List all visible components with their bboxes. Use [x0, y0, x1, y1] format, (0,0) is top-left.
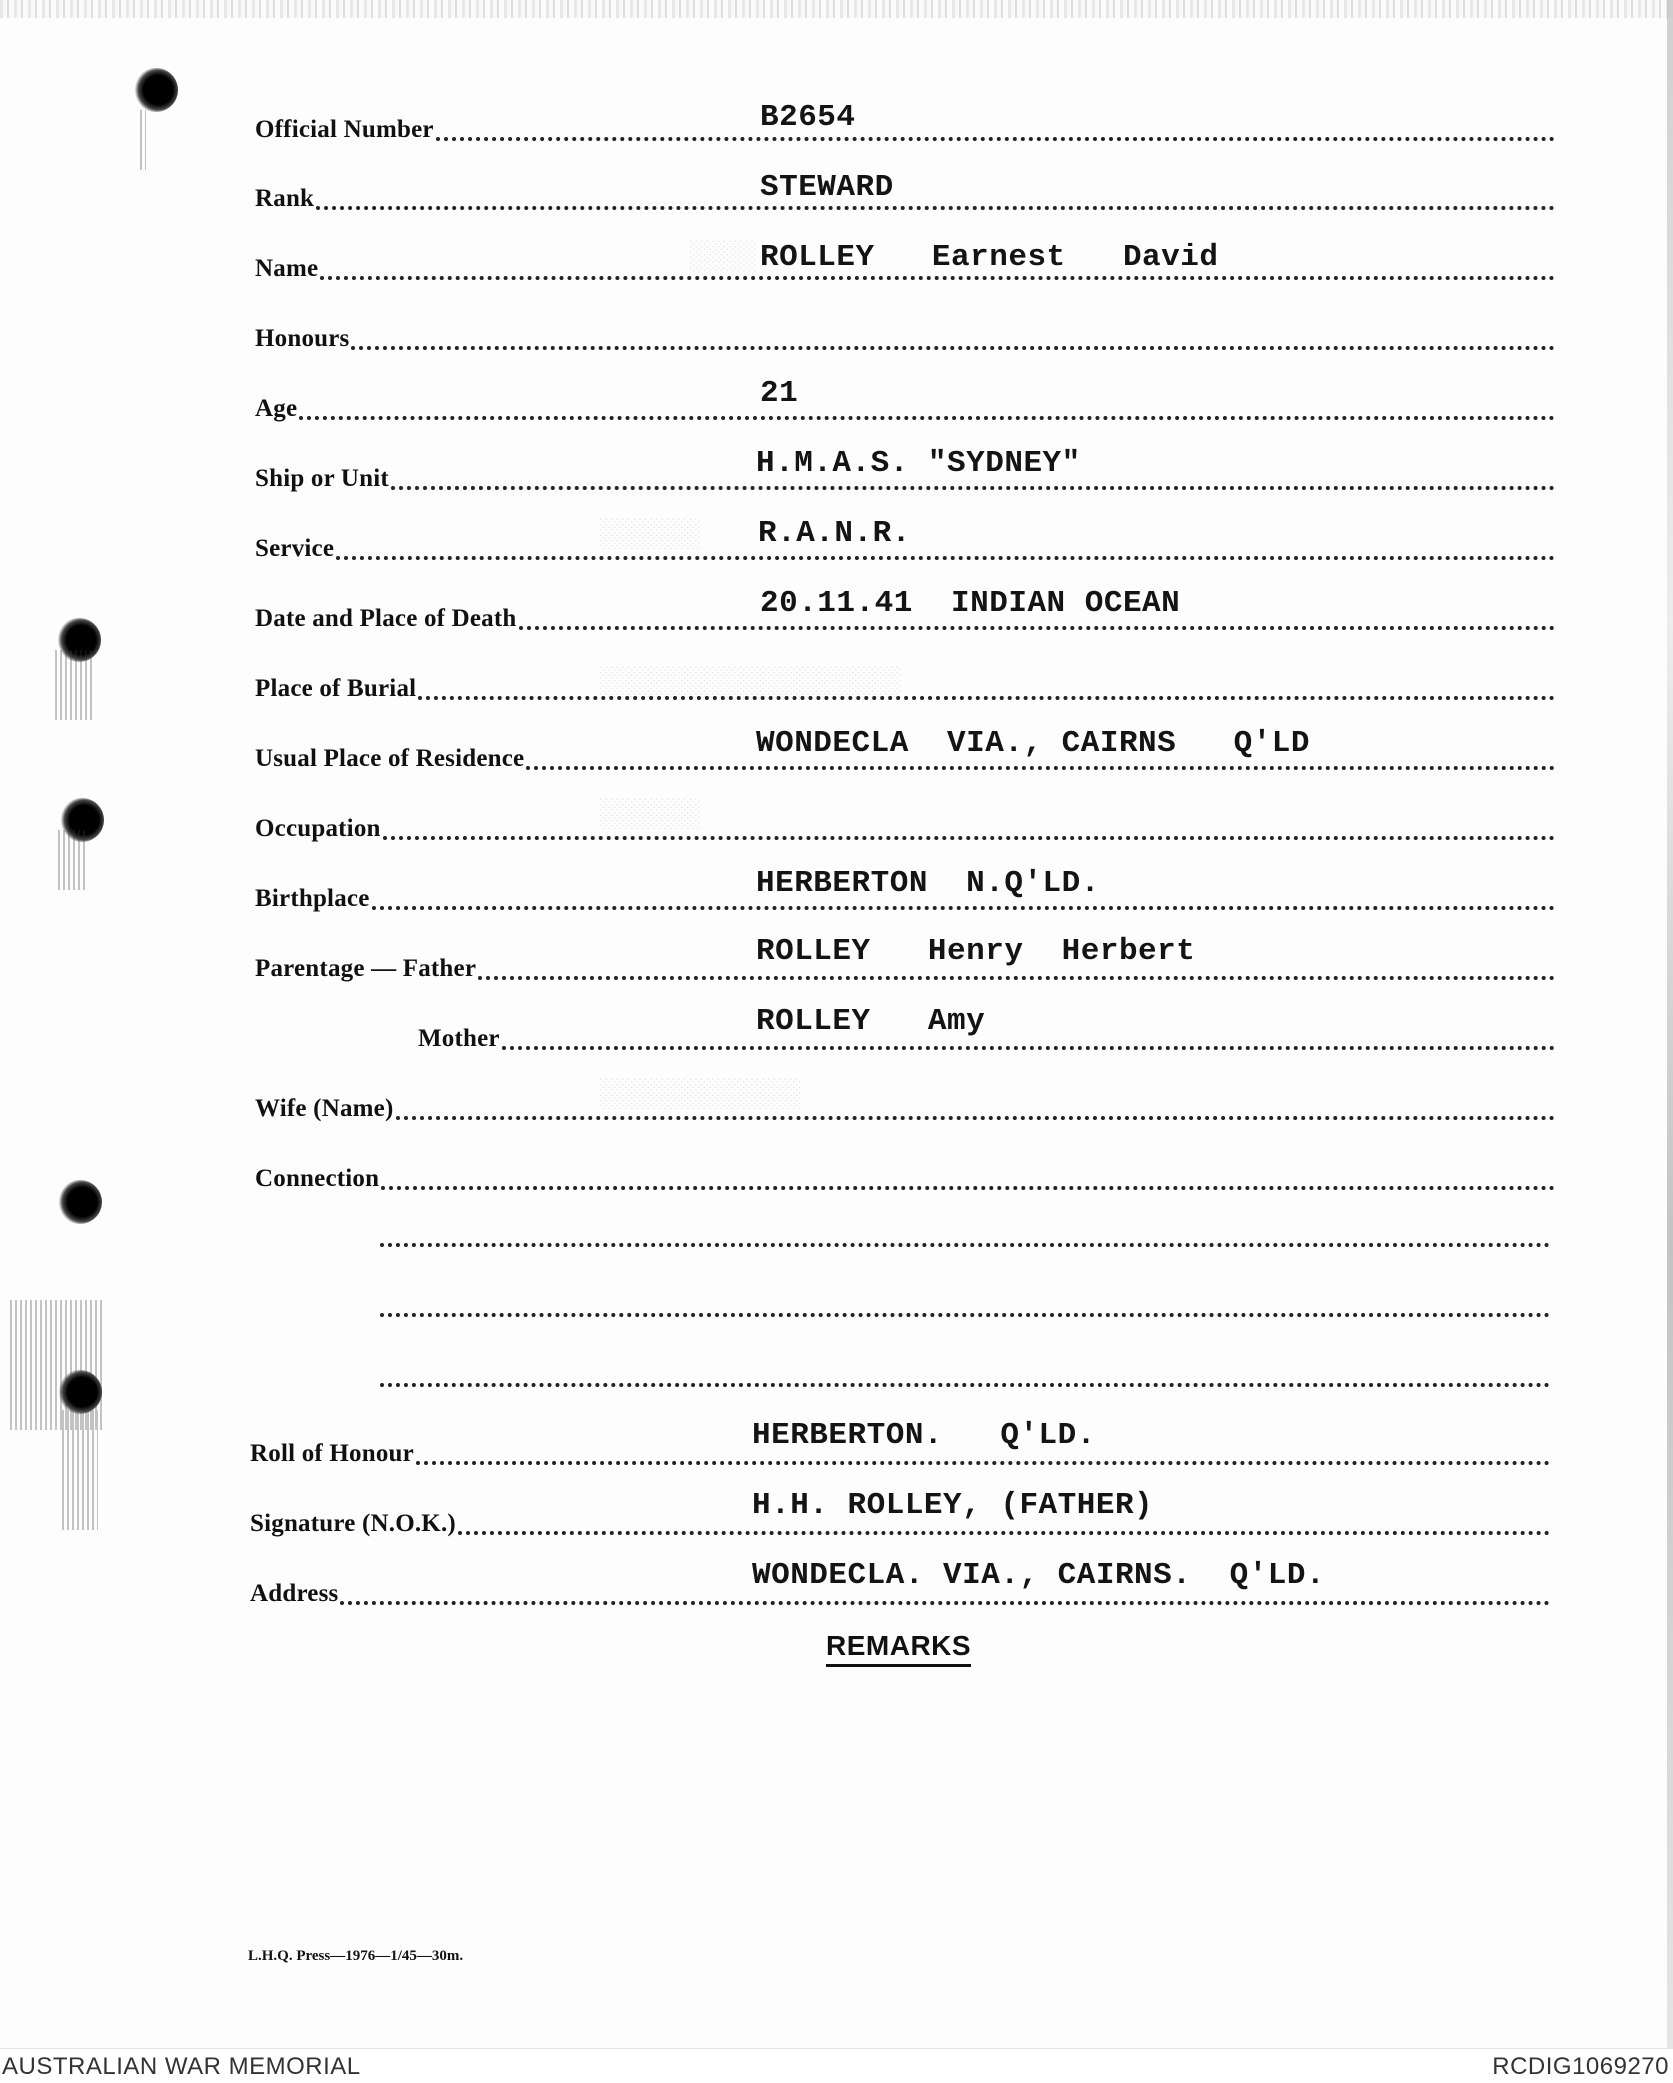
field-official-number: [255, 106, 1555, 146]
bleed-through-mark: ░░░░░░░░░░░░: [600, 1080, 802, 1111]
dotted-leader: [381, 1186, 1555, 1190]
field-value-roll-of-honour: HERBERTON. Q'LD.: [752, 1418, 1096, 1453]
field-label: Rank: [255, 185, 315, 212]
connection-blank-line: [380, 1313, 1550, 1317]
punch-shadow-2: [55, 650, 95, 720]
archive-reference: RCDIG1069270: [1492, 2053, 1669, 2080]
dotted-leader: [299, 416, 1555, 420]
field-value-signature-nok: H.H. ROLLEY, (FATHER): [752, 1488, 1154, 1523]
field-label: Wife (Name): [255, 1095, 394, 1122]
field-label: Mother: [418, 1025, 500, 1052]
dotted-leader: [316, 206, 1555, 210]
bleed-through-mark: ░░░░░░: [600, 520, 701, 551]
field-label: Date and Place of Death: [255, 605, 517, 632]
field-value-date-place-of-death: 20.11.41 INDIAN OCEAN: [760, 586, 1181, 621]
dotted-leader: [396, 1116, 1556, 1120]
printer-imprint: L.H.Q. Press—1976—1/45—30m.: [248, 1948, 464, 1964]
punch-shadow-3: [58, 830, 88, 890]
remarks-heading: REMARKS: [826, 1630, 971, 1667]
field-label: Signature (N.O.K.): [250, 1510, 456, 1537]
dotted-leader: [351, 346, 1555, 350]
field-label: Age: [255, 395, 298, 422]
field-label: Official Number: [255, 116, 434, 143]
field-label: Usual Place of Residence: [255, 745, 525, 772]
bleed-through-mark: ░░░░░░░░░░░░░░░░░░: [600, 668, 903, 699]
dotted-leader: [372, 906, 1556, 910]
field-label: Service: [255, 535, 335, 562]
connection-blank-line: [380, 1243, 1550, 1247]
dotted-leader: [416, 1461, 1550, 1465]
field-value-age: 21: [760, 376, 799, 411]
field-value-official-number: B2654: [760, 100, 856, 135]
field-wife-name: [255, 1085, 1555, 1125]
field-connection: [255, 1155, 1555, 1195]
connection-blank-line: [380, 1383, 1550, 1387]
bleed-through-mark: ░░░░: [690, 242, 758, 273]
dotted-leader: [502, 1046, 1555, 1050]
field-parentage-mother: [418, 1015, 1555, 1055]
dotted-leader: [383, 836, 1555, 840]
dotted-leader: [391, 486, 1555, 490]
field-age: [255, 385, 1555, 425]
punch-hole-1: [134, 68, 178, 112]
field-label: Name: [255, 255, 319, 282]
archive-footer: [0, 2048, 1673, 2083]
dotted-leader: [519, 626, 1556, 630]
field-label: Honours: [255, 325, 350, 352]
field-value-name: ROLLEY Earnest David: [760, 240, 1219, 275]
punch-hole-4: [58, 1180, 102, 1224]
field-label: Connection: [255, 1165, 380, 1192]
field-value-usual-place-of-residence: WONDECLA VIA., CAIRNS Q'LD: [756, 726, 1310, 761]
field-label: Address: [250, 1580, 339, 1607]
dotted-leader: [458, 1531, 1550, 1535]
field-label: Ship or Unit: [255, 465, 389, 492]
field-label: Birthplace: [255, 885, 370, 912]
dotted-leader: [320, 276, 1555, 280]
field-honours: [255, 315, 1555, 355]
field-value-address: WONDECLA. VIA., CAIRNS. Q'LD.: [752, 1558, 1326, 1593]
bleed-through-mark: ░░░░░░: [600, 800, 701, 831]
field-value-rank: STEWARD: [760, 170, 894, 205]
field-value-birthplace: HERBERTON N.Q'LD.: [756, 866, 1100, 901]
archive-name: AUSTRALIAN WAR MEMORIAL: [2, 2053, 361, 2080]
field-value-ship-or-unit: H.M.A.S. "SYDNEY": [756, 446, 1081, 481]
dotted-leader: [418, 696, 1555, 700]
punch-hole-5: [58, 1370, 102, 1414]
field-value-parentage-mother: ROLLEY Amy: [756, 1004, 986, 1039]
dotted-leader: [526, 766, 1555, 770]
field-label: Roll of Honour: [250, 1440, 414, 1467]
field-rank: [255, 175, 1555, 215]
dotted-leader: [478, 976, 1555, 980]
dotted-leader: [436, 137, 1555, 141]
punch-shadow-1: [140, 110, 146, 170]
punch-shadow-5: [62, 1410, 98, 1530]
scan-edge-right: [1667, 0, 1673, 2082]
field-value-parentage-father: ROLLEY Henry Herbert: [756, 934, 1196, 969]
dotted-leader: [340, 1601, 1550, 1605]
field-value-service: R.A.N.R.: [758, 516, 911, 551]
dotted-leader: [336, 556, 1555, 560]
field-occupation: [255, 805, 1555, 845]
field-place-of-burial: [255, 665, 1555, 705]
field-label: Parentage — Father: [255, 955, 477, 982]
scan-edge-top: [0, 0, 1673, 18]
field-label: Occupation: [255, 815, 381, 842]
field-label: Place of Burial: [255, 675, 417, 702]
